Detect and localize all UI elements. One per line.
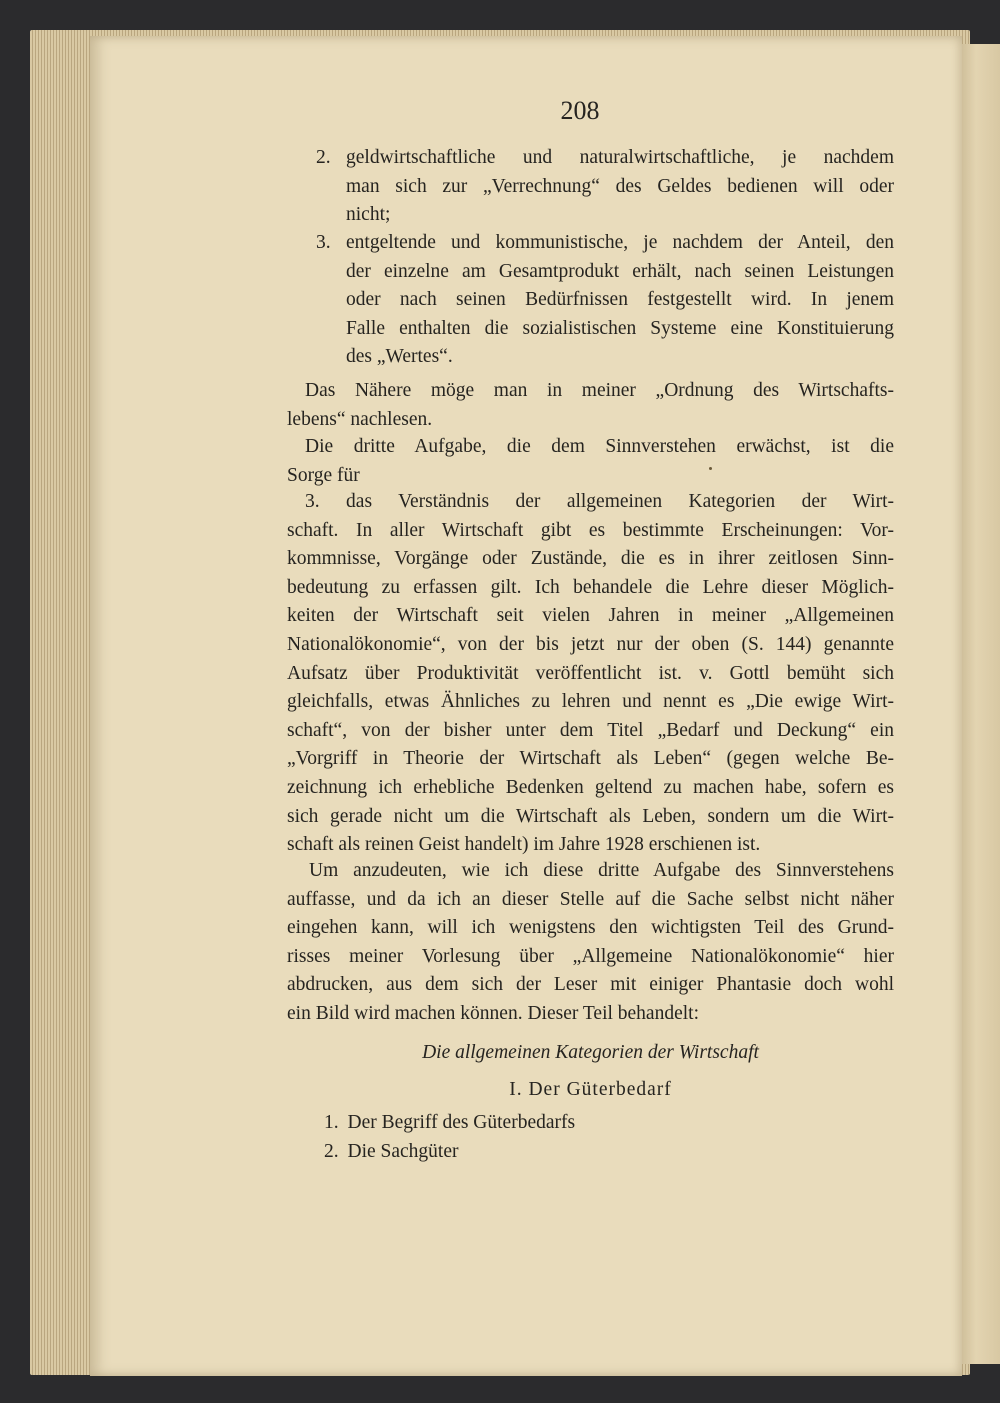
text-line: oder nach seinen Bedürfnissen festgestellt wird. In jenem bbox=[346, 289, 894, 311]
outline-number: 1. bbox=[324, 1112, 339, 1133]
outline-label: Die Sachgüter bbox=[347, 1141, 459, 1162]
text-line: kommnisse, Vorgänge oder Zustände, die es in ihrer zeitlosen Sinn- bbox=[287, 548, 894, 570]
outline-item bbox=[324, 1141, 459, 1163]
text-line: bedeutung zu erfassen gilt. Ich behandele die Lehre dieser Möglich- bbox=[287, 576, 894, 598]
book-right-edge bbox=[960, 44, 1000, 1364]
text-line: schaft“, von der bisher unter dem Titel „Bedarf und Deckung“ ein bbox=[287, 719, 894, 741]
paragraph bbox=[287, 857, 894, 1029]
enum-item-2 bbox=[316, 144, 894, 230]
enum-item-3 bbox=[316, 229, 894, 372]
paragraph bbox=[287, 488, 894, 860]
text-line: man sich zur „Verrechnung“ des Geldes bedienen will oder bbox=[346, 175, 894, 197]
text-line: schaft als reinen Geist handelt) im Jahre 1928 erschienen ist. bbox=[287, 834, 761, 856]
text-line: risses meiner Vorlesung über „Allgemeine Nationalökonomie“ hier bbox=[287, 945, 894, 967]
text-line: auffasse, und da ich an dieser Stelle auf die Sache selbst nicht näher bbox=[287, 888, 894, 910]
text-line: gleichfalls, etwas Ähnliches zu lehren und nennt es „Die ewige Wirt- bbox=[287, 691, 894, 713]
text-line: Nationalökonomie“, von der bis jetzt nur der oben (S. 144) genannte bbox=[287, 633, 894, 655]
text-line: Die dritte Aufgabe, die dem Sinnverstehen erwächst, ist die bbox=[305, 436, 894, 457]
outline-label: Der Begriff des Güterbedarfs bbox=[347, 1112, 576, 1133]
paper-speck bbox=[709, 467, 712, 470]
text-line: zeichnung ich erhebliche Bedenken geltend zu machen habe, sofern es bbox=[287, 776, 894, 798]
outline-number: 2. bbox=[324, 1141, 339, 1162]
outline-item bbox=[324, 1112, 575, 1134]
text-line: Falle enthalten die sozialistischen Systeme eine Konstituierung bbox=[346, 317, 894, 339]
paragraph bbox=[287, 377, 894, 434]
text-line: abdrucken, aus dem sich der Leser mit einiger Phantasie doch wohl bbox=[287, 974, 894, 996]
text-line: Sorge für bbox=[287, 464, 360, 486]
text-line: keiten der Wirtschaft seit vielen Jahren in meiner „Allgemeinen bbox=[287, 605, 894, 627]
text-line: entgeltende und kommunistische, je nachdem der Anteil, den bbox=[346, 232, 894, 253]
text-line: ein Bild wird machen können. Dieser Teil behandelt: bbox=[287, 1002, 699, 1024]
text-line: Aufsatz über Produktivität veröffentlicht ist. v. Gottl bemüht sich bbox=[287, 662, 894, 684]
text-line: 3. das Verständnis der allgemeinen Kategorien der Wirt- bbox=[305, 491, 894, 512]
page-number: 208 bbox=[560, 96, 600, 125]
text-line: nicht; bbox=[346, 204, 391, 226]
text-line: eingehen kann, will ich wenigstens den wichtigsten Teil des Grund- bbox=[287, 917, 894, 939]
text-line: sich gerade nicht um die Wirtschaft als Leben, sondern um die Wirt- bbox=[287, 805, 894, 827]
text-line: der einzelne am Gesamtprodukt erhält, nach seinen Leistungen bbox=[346, 260, 894, 282]
section-heading: I. Der Güterbedarf bbox=[509, 1079, 672, 1100]
section-caption: Die allgemeinen Kategorien der Wirtschaft bbox=[422, 1042, 759, 1063]
enum-number: 2. bbox=[316, 147, 331, 168]
text-line: „Vorgriff in Theorie der Wirtschaft als Leben“ (gegen welche Be- bbox=[287, 748, 894, 770]
enum-number: 3. bbox=[316, 232, 331, 253]
text-line: Das Nähere möge man in meiner „Ordnung des Wirtschafts- bbox=[305, 380, 894, 401]
text-line: schaft. In aller Wirtschaft gibt es bestimmte Erscheinungen: Vor- bbox=[287, 519, 894, 541]
text-line: geldwirtschaftliche und naturalwirtschaftliche, je nachdem bbox=[346, 147, 894, 168]
text-line: lebens“ nachlesen. bbox=[287, 408, 433, 430]
text-line: des „Wertes“. bbox=[346, 346, 453, 368]
paragraph bbox=[287, 433, 894, 490]
text-line: Um anzudeuten, wie ich diese dritte Aufgabe des Sinnverstehens bbox=[309, 860, 894, 881]
